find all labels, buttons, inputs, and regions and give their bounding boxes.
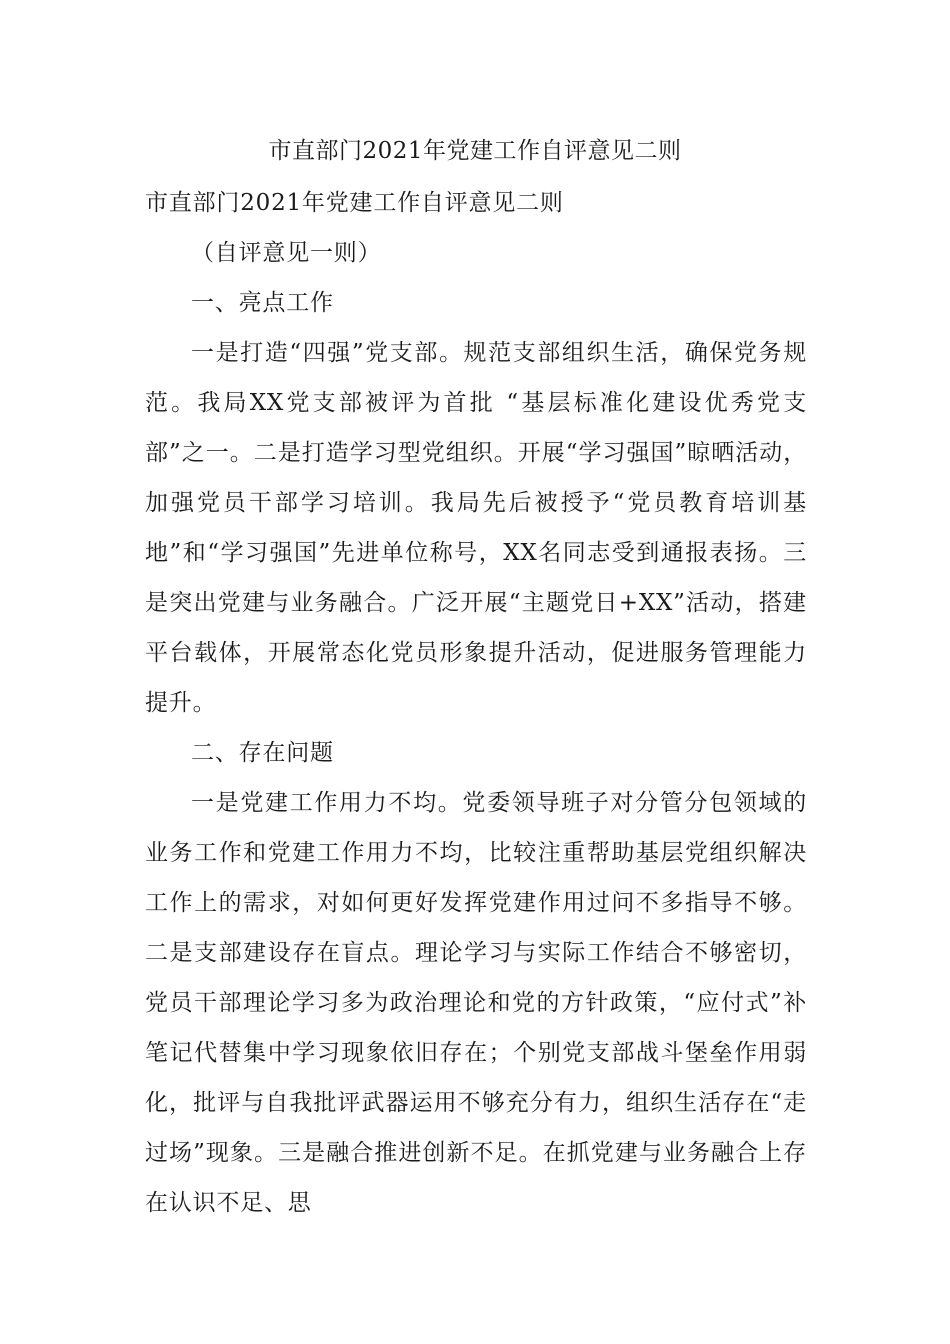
paragraph-highlights: 一是打造“四强”党支部。规范支部组织生活，确保党务规范。我局XX党支部被评为首批 “基层标准化建设优秀党支部”之一。二是打造学习型党组织。开展“学习强国”晾晒活动，加强党员干部学习培训。我局先后被授予“党员教育培训基地”和“学习强国”先进单位称号，XX名同志受到通报表扬。三是突出党建与业务融合。广泛开展“主题党日+XX”活动，搭建平台载体，开展常态化党员形象提升活动，促进服务管理能力提升。 (145, 340, 807, 716)
section-heading-problems: 二、存在问题 (191, 740, 334, 766)
document-subtitle: 市直部门2021年党建工作自评意见二则 (145, 190, 564, 216)
section-heading-highlights: 一、亮点工作 (191, 290, 334, 316)
document-title: 市直部门2021年党建工作自评意见二则 (268, 138, 682, 164)
document-body (145, 178, 807, 1228)
paragraph-problems: 一是党建工作用力不均。党委领导班子对分管分包领域的业务工作和党建工作用力不均，比较注重帮助基层党组织解决工作上的需求，对如何更好发挥党建作用过问不多指导不够。二是支部建设存在盲点。理论学习与实际工作结合不够密切，党员干部理论学习多为政治理论和党的方针政策，“应付式”补笔记代替集中学习现象依旧存在；个别党支部战斗堡垒作用弱化，批评与自我批评武器运用不够充分有力，组织生活存在“走过场”现象。三是融合推进创新不足。在抓党建与业务融合上存在认识不足、思 (145, 790, 807, 1216)
part-label: （自评意见一则） (191, 240, 382, 266)
